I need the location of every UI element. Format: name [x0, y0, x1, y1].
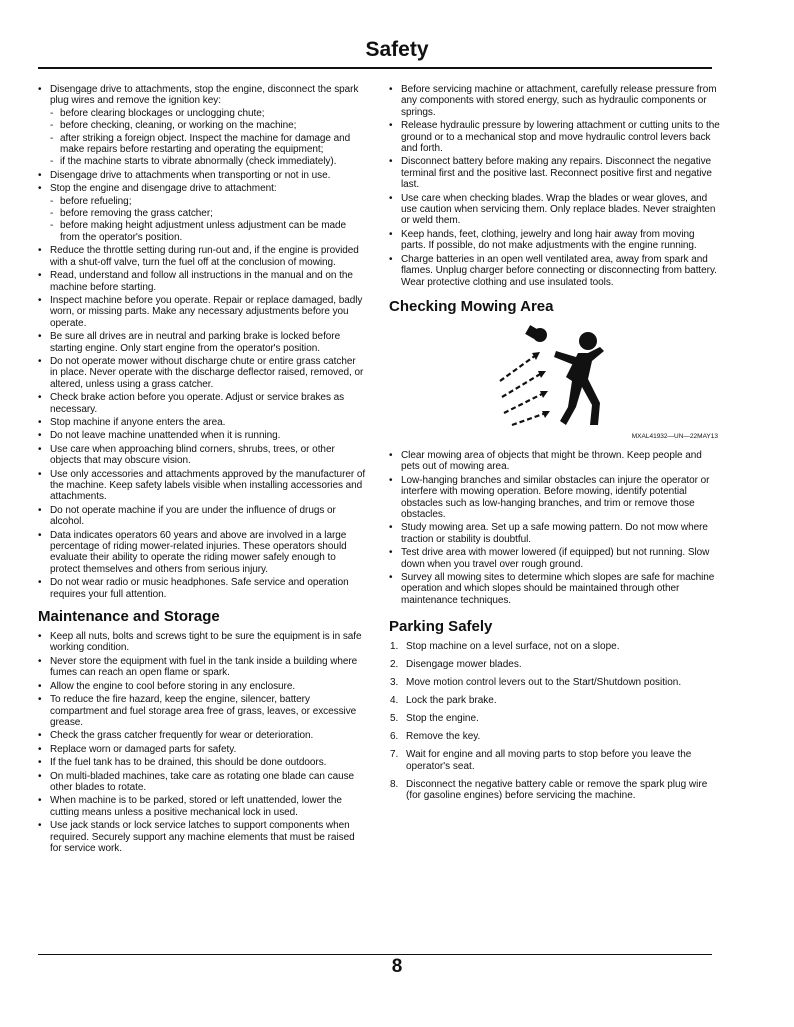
step-text: Stop the engine. — [406, 713, 479, 725]
list-item: • Do not operate machine if you are under the influence of drugs or alcohol. — [36, 505, 366, 528]
list-item: • If the fuel tank has to be drained, this should be done outdoors. — [36, 757, 366, 768]
list-item: • Use care when approaching blind corners, shrubs, trees, or other objects that may obscure vision. — [36, 444, 366, 467]
hazard-figure — [387, 321, 720, 431]
list-item: • Reduce the throttle setting during run-out and, if the engine is provided with a shut-off valve, turn the fuel off at the conclusion of mowing. — [36, 245, 366, 268]
list-item: • Allow the engine to cool before storing in any enclosure. — [36, 681, 366, 692]
sub-list-item: - before refueling; — [50, 196, 366, 207]
numbered-step — [387, 731, 720, 742]
page-number: 8 — [391, 956, 403, 977]
sub-list — [50, 108, 366, 168]
step-number: 1. — [390, 641, 399, 653]
list-item: • Never store the equipment with fuel in the tank inside a building where fumes can reach an open flame or spark. — [36, 656, 366, 679]
thrown-object-hazard-icon — [492, 321, 612, 429]
step-text: Move motion control levers out to the Start/Shutdown position. — [406, 677, 682, 689]
sub-list-item: - before checking, cleaning, or working on the machine; — [50, 120, 366, 131]
step-number: 7. — [390, 749, 399, 761]
list-item: • When machine is to be parked, stored or left unattended, lower the cutting means unless a positive mechanical lock in used. — [36, 795, 366, 818]
step-number: 5. — [390, 713, 399, 725]
list-item: • Disconnect battery before making any repairs. Disconnect the negative terminal first and the positive last. Reconnect positive first and negative last. — [387, 156, 720, 190]
sub-list-item: - if the machine starts to vibrate abnormally (check immediately). — [50, 156, 366, 167]
step-text: Wait for engine and all moving parts to stop before you leave the operator's seat. — [406, 749, 692, 772]
list-item: • Do not leave machine unattended when it is running. — [36, 430, 366, 441]
list-item: • Keep all nuts, bolts and screws tight to be sure the equipment is in safe working condition. — [36, 631, 366, 654]
header-rule — [38, 67, 712, 69]
numbered-step — [387, 779, 720, 802]
parking-heading: Parking Safely — [389, 618, 493, 636]
sub-list-item: - after striking a foreign object. Inspect the machine for damage and make repairs before restarting and operating the equipment; — [50, 133, 366, 156]
list-item: • Inspect machine before you operate. Repair or replace damaged, badly worn, or missing parts. Make any necessary adjustments before you operate. — [36, 295, 366, 329]
right-column — [387, 84, 720, 808]
step-number: 8. — [390, 778, 399, 790]
list-item: • Use care when checking blades. Wrap the blades or wear gloves, and use caution when servicing them. Only replace blades. Never straighten or weld them. — [387, 193, 720, 227]
general-safety-list — [36, 84, 366, 600]
list-item: • Read, understand and follow all instructions in the manual and on the machine before starting. — [36, 270, 366, 293]
list-item: • Replace worn or damaged parts for safety. — [36, 744, 366, 755]
list-item: • Disengage drive to attachments, stop the engine, disconnect the spark plug wires and remove the ignition key: - before clearing blockages or unclogging chute; - before checking, cleaning, or working on the machine; - after striking a foreign object. Inspect the machine for damage and make repairs before restarting and operating the equipment; - if the machine starts to vibrate abnormally (check immediately). — [36, 84, 366, 168]
figure-caption: MXAL41932—UN—22MAY13 — [631, 432, 718, 440]
mowing-area-list — [387, 450, 720, 606]
list-item: • Disengage drive to attachments when transporting or not in use. — [36, 170, 366, 181]
list-item: • Charge batteries in an open well ventilated area, away from spark and flames. Unplug charger before connecting or disconnecting from battery. Wear protective clothing and use insulated tools. — [387, 254, 720, 288]
parking-steps — [387, 641, 720, 801]
step-number: 3. — [390, 677, 399, 689]
list-item: • Survey all mowing sites to determine which slopes are safe for machine operation and which slopes should be maintained through other maintenance techniques. — [387, 572, 720, 606]
step-text: Disconnect the negative battery cable or remove the spark plug wire (for gasoline engines) before servicing the machine. — [406, 778, 708, 801]
list-item: • Be sure all drives are in neutral and parking brake is locked before starting engine. Only start engine from the operator's position. — [36, 331, 366, 354]
sub-list-item: - before removing the grass catcher; — [50, 208, 366, 219]
mowing-area-heading: Checking Mowing Area — [389, 297, 554, 315]
list-item: • Low-hanging branches and similar obstacles can injure the operator or interfere with mowing operation. Before mowing, identify potential obstacles such as low-hanging branches, and trim or remove those obstacles. — [387, 475, 720, 521]
service-list — [387, 84, 720, 288]
list-item: • Test drive area with mower lowered (if equipped) but not running. Slow down when you travel over rough ground. — [387, 547, 720, 570]
list-item: • Stop the engine and disengage drive to attachment: - before refueling; - before removing the grass catcher; - before making height adjustment unless adjustment can be made from the operator's position. — [36, 183, 366, 243]
numbered-step — [387, 641, 720, 652]
list-item: • Clear mowing area of objects that might be thrown. Keep people and pets out of mowing area. — [387, 450, 720, 473]
page-title: Safety — [365, 38, 429, 61]
list-item: • Release hydraulic pressure by lowering attachment or cutting units to the ground or to a mechanical stop and move hydraulic control levers back and forth. — [387, 120, 720, 154]
sub-list — [50, 196, 366, 244]
list-item: • Data indicates operators 60 years and above are involved in a large percentage of riding mower-related injuries. These operators should evaluate their ability to operate the riding mower safely enough to protect themselves and others from serious injury. — [36, 530, 366, 576]
list-item: • Stop machine if anyone enters the area. — [36, 417, 366, 428]
numbered-step — [387, 713, 720, 724]
list-item: • Check brake action before you operate. Adjust or service brakes as necessary. — [36, 392, 366, 415]
list-item: • Before servicing machine or attachment, carefully release pressure from any components with stored energy, such as hydraulic components or springs. — [387, 84, 720, 118]
numbered-step — [387, 677, 720, 688]
left-column — [36, 84, 366, 856]
numbered-step — [387, 659, 720, 670]
step-number: 6. — [390, 731, 399, 743]
list-item: • Check the grass catcher frequently for wear or deterioration. — [36, 730, 366, 741]
maintenance-heading: Maintenance and Storage — [38, 608, 220, 626]
list-item: • To reduce the fire hazard, keep the engine, silencer, battery compartment and fuel storage area free of grass, leaves, or excessive grease. — [36, 694, 366, 728]
step-number: 4. — [390, 695, 399, 707]
maintenance-list — [36, 631, 366, 854]
list-item: • Do not operate mower without discharge chute or entire grass catcher in place. Never operate with the discharge deflector raised, removed, or altered, unless using a grass catcher. — [36, 356, 366, 390]
step-text: Stop machine on a level surface, not on a slope. — [406, 641, 620, 653]
sub-list-item: - before clearing blockages or unclogging chute; — [50, 108, 366, 119]
list-item: • On multi-bladed machines, take care as rotating one blade can cause other blades to rotate. — [36, 771, 366, 794]
numbered-step — [387, 749, 720, 772]
list-item: • Use jack stands or lock service latches to support components when required. Securely support any machine elements that must be raised for service work. — [36, 820, 366, 854]
numbered-step — [387, 695, 720, 706]
step-text: Lock the park brake. — [406, 695, 497, 707]
list-item: • Do not wear radio or music headphones. Safe service and operation requires your full attention. — [36, 577, 366, 600]
list-item: • Study mowing area. Set up a safe mowing pattern. Do not mow where traction or stability is doubtful. — [387, 522, 720, 545]
step-text: Disengage mower blades. — [406, 659, 522, 671]
list-item: • Use only accessories and attachments approved by the manufacturer of the machine. Keep safety labels visible when installing accessories and attachments. — [36, 469, 366, 503]
footer-rule — [38, 954, 712, 955]
step-text: Remove the key. — [406, 731, 481, 743]
list-item: • Keep hands, feet, clothing, jewelry and long hair away from moving parts. If possible, do not make adjustments with the engine running. — [387, 229, 720, 252]
step-number: 2. — [390, 659, 399, 671]
sub-list-item: - before making height adjustment unless adjustment can be made from the operator's position. — [50, 220, 366, 243]
